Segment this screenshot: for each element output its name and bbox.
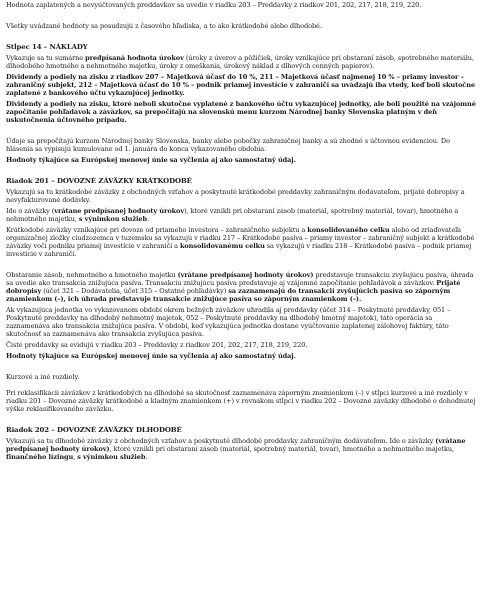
paragraph-202-intro [6, 437, 478, 461]
bold-text: sa zaznamenajú do transakcií zvyšujúcich pasíva so záporným znamienkom (–), ich úhrada predstavuje transakcie znižujúce pasíva so záporným znamienkom (–). [6, 287, 451, 303]
bold-text: konsolidovaného celku [307, 226, 390, 234]
text: Obstaranie zásob, nehmotného a hmotného majetku [6, 271, 178, 279]
paragraph-emu-2: Hodnoty týkajúce sa Európskej menovej únie sa vyčlenia aj ako samostatný údaj. [6, 352, 296, 360]
paragraph-kurzove-rozdiely: Kurzové a iné rozdiely. [6, 373, 80, 381]
text: alebo od zriaďovateľa organizačnej zložky ciudzozemca v tuzemsku sa vykazujú v riadku 217 – Krátkodobé pasíva – priamy investor – zahraničný subjekt a krátkodobé záväzky voči podniku priamej investície v zahraničí a [6, 226, 475, 250]
paragraph-uroky [6, 54, 478, 70]
text: ), ktoré vznikli pri obstaraní zásob (materiál, spotrebný materiál, tovar), hmotného a nehmotného majetku, [6, 207, 459, 223]
paragraph-preddavky-uhrada: Ak vykazujúca jednotka vo vykazovanom období okrem bežných záväzkov uhradila aj preddavky (účet 314 – Poskytnuté preddavky, 051 – Poskytnuté preddavky na dlhodobý nehmotný majetok, 052 – Poskytnuté preddavky na dlhodobý hmotný majetok), táto operácia sa zaznamenáva ako transakcia znižujúca pasíva. V období, keď vykazujúca jednotka dostane vyúčtovanie zaplatenej zálohovej faktúry, táto skutočnosť sa zaznamenáva ako transakcia zvyšujúca pasíva. [6, 306, 451, 338]
paragraph-emu: Hodnoty týkajúce sa Európskej menovej únie sa vyčlenia aj ako samostatný údaj. [6, 156, 296, 164]
text: predstavuje transakciu zvyšujúcu pasíva, úhrada sa uvedie ako transakcia znižujúca pasíva. Transakciu znižujúcu pasíva predstavuje aj vzájomné započítanie pohľadávok a záväzkov. [6, 271, 474, 287]
text: . [146, 215, 149, 223]
text: . [145, 453, 148, 461]
text: Vykazujú sa tu dlhodobé záväzky z obchodných vzťahov a poskytnuté dlhodobé preddavky zahraničným dodávateľom. Ide o záväzky [6, 437, 436, 445]
paragraph-kurz: Údaje sa prepočítajú kurzom Národnej banky Slovenska, banky alebo pobočky zahraničnej banky a sú zhodné s účtovnou evidenciou. Do hlásenia sa vypisujú kumulovane od 1. januára do konca vykazovaného obdobia. [6, 137, 450, 153]
paragraph-casove-hladisko: Všetky uvádzané hodnoty sa posudzujú z časového hľadiska, a to ako krátkodobé alebo dlhodobé. [6, 22, 322, 30]
text: sa vykazujú v riadku 218 – Krátkodobé pasíva – podnik priamej investície v zahraničí. [6, 242, 472, 258]
text: (úroky z úverov a pôžičiek, úroky vznikajúce pri obstaraní zásob, spotrebného materiálu, dlhodobého hmotného a nehmotného majetku, úroky z omeškania, úrokový náklad z dlhových cenných papierov). [6, 54, 474, 70]
text: Vykazuje sa tu sumárne [6, 54, 86, 62]
paragraph-201-priamy-investor [6, 226, 478, 258]
paragraph-preddavky: Hodnota zaplatených a nevyúčtovaných preddavkov sa uvedie v riadku 203 – Preddavky z riadkov 201, 202, 217, 218, 219, 220. [6, 1, 422, 9]
document-page [6, 1, 478, 461]
paragraph-dividendy-zapocitanie: Dividendy a podiely na zisku, ktoré neboli skutočne vyplatené z bankového účtu vykazujúcej jednotky, ale boli použité na vzájomné započítanie pohľadávok a záväzkov, sa prepočítajú na slovenskú menu kurzom Národnej banky Slovenska platným v deň uskutočnenia účtovného prípadu. [6, 100, 476, 124]
text: , ktoré vznikli pri obstaraní zásob (materiál, spotrebný materiál, tovar), hmotného a nehmotného majetku, [109, 445, 454, 453]
bold-text: vrátane predpísanej hodnoty úrokov [54, 207, 185, 215]
section-heading-riadok-201: Riadok 201 – DOVOZNÉ ZÁVÄZKY KRÁTKODOBÉ [6, 177, 192, 185]
bold-text: (vrátane predpísanej hodnoty úrokov) [177, 271, 314, 279]
bold-text: (vrátane predpísanej hodnoty úrokov) [6, 437, 466, 453]
section-heading-riadok-202: Riadok 202 – DOVOZNÉ ZÁVÄZKY DLHODOBÉ [6, 426, 182, 434]
text: (účet 321 – Dodávatelia, účet 315 – Ostatné pohľadávky) [41, 287, 229, 295]
paragraph-dividendy: Dividendy a podiely na zisku z riadkov 207 – Majetková účasť do 10 %, 211 – Majetková účasť najmenej 10 % – priamy investor – zahraničný subjekt, 212 – Majetková účasť do 10 % – podnik priamej investície v zahraničí sa uvádzajú iba vtedy, keď boli skutočne zaplatené z bankového účtu vykazujúcej jednotky. [6, 73, 475, 97]
paragraph-201-zavazky [6, 207, 478, 223]
text: Krátkodobé záväzky vznikajúce pri dovoze od priameho investora – zahraničného subjektu a [6, 226, 308, 234]
paragraph-ciste-preddavky: Čisté preddavky sa evidujú v riadku 203 – Preddavky z riadkov 201, 202, 217, 218, 219, 220. [6, 341, 308, 349]
paragraph-201-intro: Vykazujú sa tu krátkodobé záväzky z obchodných vzťahov a poskytnuté krátkodobé preddavky zahraničným dodávateľom, prijaté dobropisy a nevyfakturované dodávky. [6, 188, 465, 204]
bold-text: Prijaté dobropisy [6, 279, 461, 295]
paragraph-obstaranie [6, 271, 478, 303]
bold-text: finančného lízingu [6, 453, 74, 461]
bold-text: s výnimkou služieb [77, 453, 146, 461]
bold-text: predpísaná hodnota úrokov [85, 54, 184, 62]
text: Ide o záväzky ( [6, 207, 55, 215]
paragraph-reklasifikacia: Pri reklasifikácii záväzkov z krátkodobých na dlhodobé sa skutočnosť zaznamenáva záporným znamienkom (–) v stĺpci kurzové a iné rozdiely v riadku 201 – Dovozné záväzky krátkodobé a kladným znamienkom (+) v rovnakom stĺpci v riadku 202 – Dovozné záväzky dlhodobé o dohodnutej výške reklasifikovaného záväzku. [6, 389, 476, 413]
bold-text: konsolidovanému celku [179, 242, 265, 250]
text: , [73, 453, 78, 461]
section-heading-naklady: Stĺpec 14 – NÁKLADY [6, 43, 88, 51]
bold-text: s výnimkou služieb [78, 215, 147, 223]
